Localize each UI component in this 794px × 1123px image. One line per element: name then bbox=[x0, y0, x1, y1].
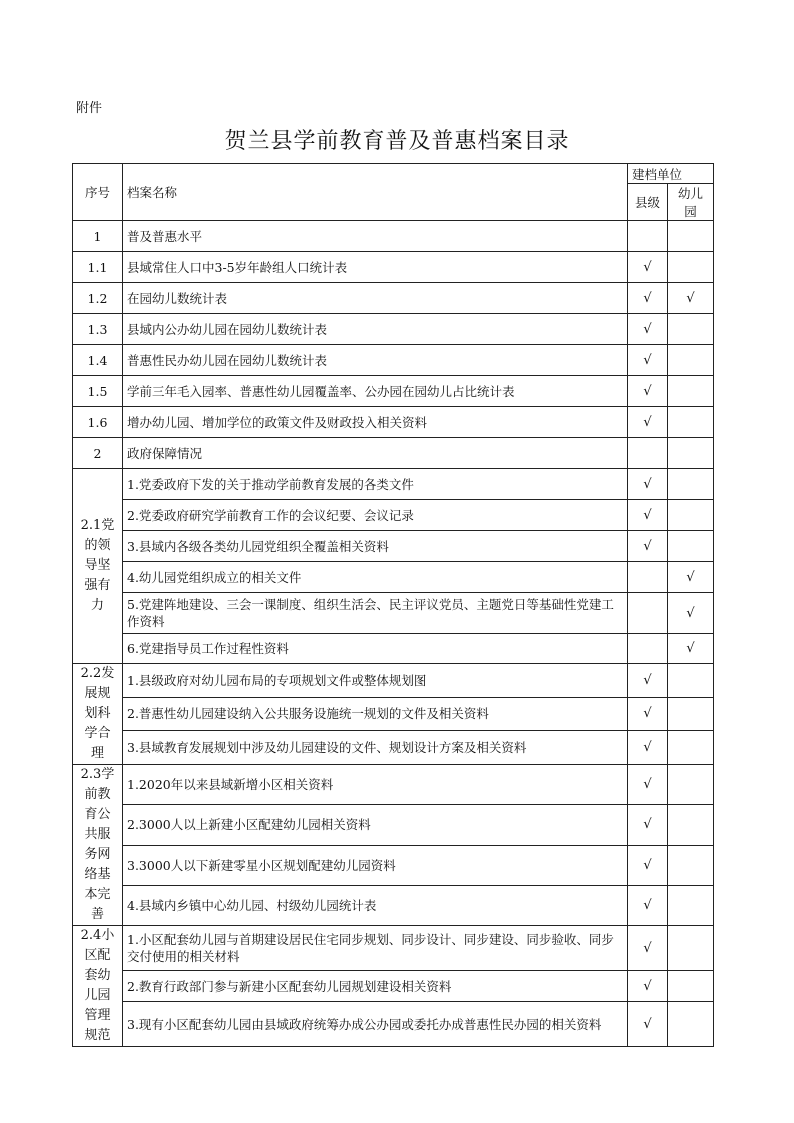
county-check bbox=[628, 593, 668, 634]
table-row bbox=[73, 634, 714, 664]
row-seq: 1.4 bbox=[73, 345, 123, 376]
row-name: 2.教育行政部门参与新建小区配套幼儿园规划建设相关资料 bbox=[123, 971, 628, 1002]
table-body bbox=[73, 221, 714, 1047]
kindergarten-check bbox=[668, 664, 714, 698]
county-check: √ bbox=[628, 283, 668, 314]
county-check bbox=[628, 438, 668, 469]
county-check: √ bbox=[628, 1002, 668, 1047]
kindergarten-check bbox=[668, 500, 714, 531]
kindergarten-check bbox=[668, 407, 714, 438]
table-row bbox=[73, 926, 714, 971]
table-row bbox=[73, 314, 714, 345]
county-check: √ bbox=[628, 345, 668, 376]
row-name: 3.县域内各级各类幼儿园党组织全覆盖相关资料 bbox=[123, 531, 628, 562]
table-row bbox=[73, 469, 714, 500]
kindergarten-check bbox=[668, 221, 714, 252]
archive-catalog-table bbox=[72, 163, 714, 1047]
kindergarten-check bbox=[668, 531, 714, 562]
kindergarten-check: √ bbox=[668, 283, 714, 314]
kindergarten-check: √ bbox=[668, 593, 714, 634]
county-check: √ bbox=[628, 845, 668, 885]
row-name: 增办幼儿园、增加学位的政策文件及财政投入相关资料 bbox=[123, 407, 628, 438]
row-name: 3.县域教育发展规划中涉及幼儿园建设的文件、规划设计方案及相关资料 bbox=[123, 731, 628, 765]
header-kindergarten: 幼儿园 bbox=[668, 184, 714, 221]
table-row bbox=[73, 731, 714, 765]
county-check: √ bbox=[628, 469, 668, 500]
table-row bbox=[73, 697, 714, 731]
row-name: 1.2020年以来县域新增小区相关资料 bbox=[123, 765, 628, 805]
kindergarten-check bbox=[668, 731, 714, 765]
kindergarten-check bbox=[668, 845, 714, 885]
row-seq: 1.1 bbox=[73, 252, 123, 283]
kindergarten-check bbox=[668, 1002, 714, 1047]
county-check: √ bbox=[628, 314, 668, 345]
row-name: 5.党建阵地建设、三会一课制度、组织生活会、民主评议党员、主题党日等基础性党建工作资料 bbox=[123, 593, 628, 634]
row-name: 4.幼儿园党组织成立的相关文件 bbox=[123, 562, 628, 593]
row-name: 1.县级政府对幼儿园布局的专项规划文件或整体规划图 bbox=[123, 664, 628, 698]
kindergarten-check: √ bbox=[668, 562, 714, 593]
county-check: √ bbox=[628, 531, 668, 562]
kindergarten-check: √ bbox=[668, 634, 714, 664]
kindergarten-check bbox=[668, 469, 714, 500]
row-name: 县域常住人口中3-5岁年龄组人口统计表 bbox=[123, 252, 628, 283]
row-seq: 1 bbox=[73, 221, 123, 252]
table-row bbox=[73, 345, 714, 376]
table-row bbox=[73, 376, 714, 407]
county-check: √ bbox=[628, 731, 668, 765]
county-check: √ bbox=[628, 252, 668, 283]
table-row bbox=[73, 593, 714, 634]
table-row bbox=[73, 531, 714, 562]
header-name: 档案名称 bbox=[123, 164, 628, 221]
group-seq: 2.4小区配套幼儿园管理规范 bbox=[73, 926, 123, 1047]
row-name: 普惠性民办幼儿园在园幼儿数统计表 bbox=[123, 345, 628, 376]
table-row bbox=[73, 885, 714, 925]
row-seq: 1.3 bbox=[73, 314, 123, 345]
county-check: √ bbox=[628, 500, 668, 531]
row-name: 3.3000人以下新建零星小区规划配建幼儿园资料 bbox=[123, 845, 628, 885]
county-check: √ bbox=[628, 805, 668, 845]
row-seq: 1.2 bbox=[73, 283, 123, 314]
table-row bbox=[73, 805, 714, 845]
row-seq: 2 bbox=[73, 438, 123, 469]
kindergarten-check bbox=[668, 252, 714, 283]
table-row bbox=[73, 1002, 714, 1047]
row-name: 6.党建指导员工作过程性资料 bbox=[123, 634, 628, 664]
kindergarten-check bbox=[668, 438, 714, 469]
row-name: 3.现有小区配套幼儿园由县域政府统筹办成公办园或委托办成普惠性民办园的相关资料 bbox=[123, 1002, 628, 1047]
county-check bbox=[628, 562, 668, 593]
header-unit: 建档单位 bbox=[628, 164, 714, 184]
table-row bbox=[73, 765, 714, 805]
county-check: √ bbox=[628, 376, 668, 407]
county-check: √ bbox=[628, 697, 668, 731]
row-name: 1.党委政府下发的关于推动学前教育发展的各类文件 bbox=[123, 469, 628, 500]
table-row bbox=[73, 252, 714, 283]
kindergarten-check bbox=[668, 765, 714, 805]
row-name: 县域内公办幼儿园在园幼儿数统计表 bbox=[123, 314, 628, 345]
table-row bbox=[73, 283, 714, 314]
row-seq: 1.6 bbox=[73, 407, 123, 438]
row-seq: 1.5 bbox=[73, 376, 123, 407]
row-name: 2.党委政府研究学前教育工作的会议纪要、会议记录 bbox=[123, 500, 628, 531]
county-check: √ bbox=[628, 885, 668, 925]
kindergarten-check bbox=[668, 926, 714, 971]
row-name: 2.普惠性幼儿园建设纳入公共服务设施统一规划的文件及相关资料 bbox=[123, 697, 628, 731]
group-seq: 2.3学前教育公共服务网络基本完善 bbox=[73, 765, 123, 926]
kindergarten-check bbox=[668, 314, 714, 345]
table-row bbox=[73, 500, 714, 531]
kindergarten-check bbox=[668, 805, 714, 845]
row-name: 普及普惠水平 bbox=[123, 221, 628, 252]
row-name: 政府保障情况 bbox=[123, 438, 628, 469]
table-row bbox=[73, 562, 714, 593]
row-name: 在园幼儿数统计表 bbox=[123, 283, 628, 314]
header-seq: 序号 bbox=[73, 164, 123, 221]
page-title: 贺兰县学前教育普及普惠档案目录 bbox=[224, 129, 570, 154]
table-row bbox=[73, 971, 714, 1002]
group-seq: 2.1党的领导坚强有力 bbox=[73, 469, 123, 664]
kindergarten-check bbox=[668, 697, 714, 731]
attachment-label: 附件 bbox=[76, 101, 103, 116]
group-seq: 2.2发展规划科学合理 bbox=[73, 664, 123, 765]
kindergarten-check bbox=[668, 971, 714, 1002]
table-row bbox=[73, 438, 714, 469]
row-name: 2.3000人以上新建小区配建幼儿园相关资料 bbox=[123, 805, 628, 845]
county-check: √ bbox=[628, 664, 668, 698]
row-name: 1.小区配套幼儿园与首期建设居民住宅同步规划、同步设计、同步建设、同步验收、同步交付使用的相关材料 bbox=[123, 926, 628, 971]
row-name: 4.县域内乡镇中心幼儿园、村级幼儿园统计表 bbox=[123, 885, 628, 925]
county-check: √ bbox=[628, 765, 668, 805]
table-row bbox=[73, 407, 714, 438]
header-county: 县级 bbox=[628, 184, 668, 221]
kindergarten-check bbox=[668, 345, 714, 376]
kindergarten-check bbox=[668, 885, 714, 925]
county-check: √ bbox=[628, 926, 668, 971]
county-check: √ bbox=[628, 407, 668, 438]
county-check bbox=[628, 634, 668, 664]
row-name: 学前三年毛入园率、普惠性幼儿园覆盖率、公办园在园幼儿占比统计表 bbox=[123, 376, 628, 407]
county-check bbox=[628, 221, 668, 252]
kindergarten-check bbox=[668, 376, 714, 407]
table-row bbox=[73, 664, 714, 698]
county-check: √ bbox=[628, 971, 668, 1002]
table-row bbox=[73, 845, 714, 885]
table-row bbox=[73, 221, 714, 252]
